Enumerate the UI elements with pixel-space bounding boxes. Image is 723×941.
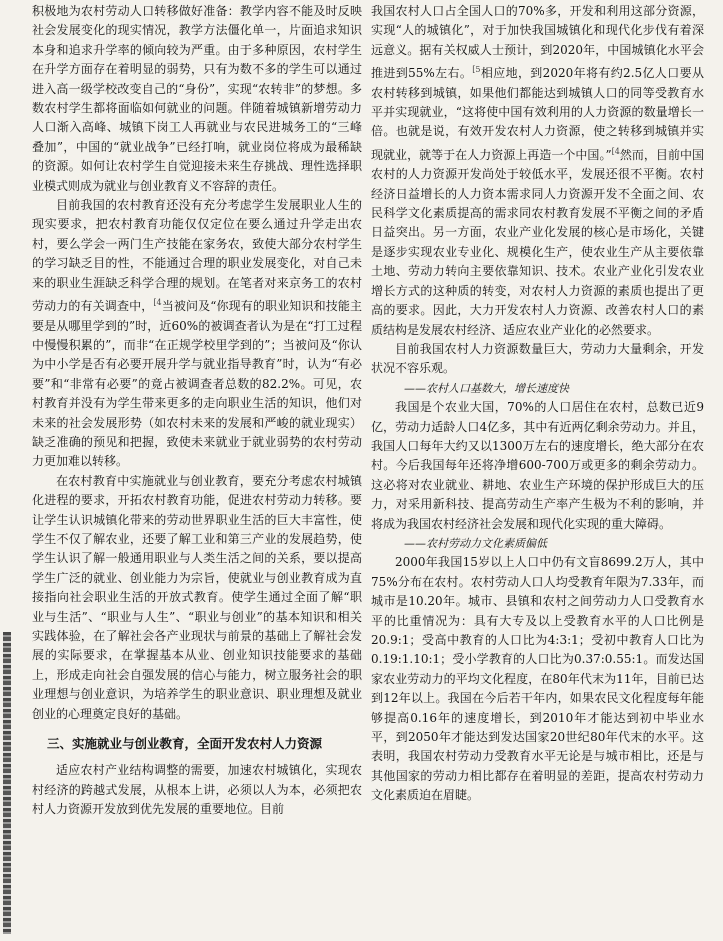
citation-ref: [4 [153, 298, 162, 308]
paragraph-text: 目前我国的农村教育还没有充分考虑学生发展职业人生的现实要求，把农村教育功能仅仅定位在要么通过升学走出农村，要么学会一两门生产技能在家务农，致使大部分农村学生的学习缺乏目的性，不能通过合理的职业发展变化，对自己未来的职业生涯缺乏科学合理的规划。在笔者对来京务工的农村劳动力的有关调查中， [32, 198, 362, 314]
citation-ref: [4 [611, 146, 620, 156]
paragraph-text: 当被问及“你现有的职业知识和技能主要是从哪里学到的”时，近60%的被调查者认为是在“打工过程中慢慢积累的”，而非“在正规学校里学到的”；当被问及“你认为中小学是否有必要开展升学与就业指导教育”时，认为“有必要”和“非常有必要”的竟占被调查者总数的82.2%。可见，农村教育并没有为学生带来更多的走向职业生活的知识，他们对未来的社会发展形势（如农村未来的发展和严峻的就业现实）缺乏准确的预见和把握，致使未来就业于就业弱势的农村劳动力更加难以转移。 [32, 299, 362, 469]
binding-margin-strip [3, 632, 11, 934]
paragraph-text: 然而，目前中国农村的人力资源开发尚处于较低水平，发展还很不平衡。农村经济日益增长的人力资本需求同人力资源开发不全面之间、农民科学文化素质提高的需求同农村教育发展不平衡之间的矛盾日益突出。另一方面，农业产业化发展的核心是市场化，关键是逐步实现农业专业化、规模化生产，使农业生产从主要依靠土地、劳动力转向主要依靠知识、技术。农业产业化引发农业增长方式的这种质的转变，对农村人力资源的素质也提出了更高的要求。因此，大力开发农村人力资源、改善农村人口的素质结构是发展农村经济、适应农业产业化的必然要求。 [371, 147, 704, 337]
paragraph: 积极地为农村劳动人口转移做好准备：教学内容不能及时反映社会发展变化的现实情况，教学方法僵化单一，片面追求知识本身和追求升学率的倾向较为严重。由于多种原因，农村学生在升学方面存在着明显的弱势，只有为数不多的学生可以通过进入高一级学校改变自己的“身份”，实现“农转非”的梦想。多数农村学生都将面临如何就业的问题。伴随着城镇新增劳动力人口渐入高峰、城镇下岗工人再就业与农民进城务工的“三峰叠加”，中国的“就业战争”已经打响，就业岗位将成为最稀缺的资源。如何让农村学生自觉迎接未来生存挑战、理性选择职业模式则成为就业与创业教育义不容辞的责任。 [32, 4, 362, 193]
right-column [371, 2, 704, 806]
section-heading: 三、实施就业与创业教育，全面开发农村人力资源 [47, 736, 323, 752]
paragraph: 在农村教育中实施就业与创业教育，要充分考虑农村城镇化进程的要求，开拓农村教育功能，促进农村劳动力转移。要让学生认识城镇化带来的劳动世界职业生活的巨大丰富性，使学生不仅了解农业，还要了解工业和第三产业的发展趋势，使学生认识了解一般通用职业与人类生活之间的关系，要以提高学生广泛的就业、创业能力为宗旨，使就业与创业教育成为直接指向社会职业生活的开放式教育。使学生通过全面了解“职业与生活”、“职业与人生”、“职业与创业”的基本知识和相关实践体验，在了解社会各产业现状与前景的基础上了解社会发展的实际要求，在掌握基本从业、创业知识技能要求的基础上，形成走向社会自强发展的信心与能力，树立服务社会的职业理想与创业意识，为培养学生的职业意识、职业理想及就业创业的心理奠定良好的基础。 [32, 473, 362, 721]
paragraph-text: 我国农村人口占全国人口的70%多，开发和利用这部分资源，实现“人的城镇化”，对于加快我国城镇化和现代化步伐有着深远意义。据有关权威人士预计，到2020年，中国城镇化水平会推进到55%左右。 [371, 4, 704, 81]
paragraph: 我国是个农业大国，70%的人口居住在农村，总数已近9亿，劳动力适龄人口4亿多，其中有近两亿剩余劳动力。并且，我国人口每年大约又以1300万左右的速度增长，绝大部分在农村。今后我国每年还将净增600-700万或更多的剩余劳动力。这必将对农业就业、耕地、农业生产环境的保护形成巨大的压力，对采用新科技、提高劳动生产率产生极为不利的影响，并将成为我国农村经济社会发展和现代化实现的重大障碍。 [371, 400, 704, 531]
paragraph: 适应农村产业结构调整的需要，加速农村城镇化，实现农村经济的跨越式发展，从根本上讲，必须以人为本，必须把农村人力资源开发放到优先发展的重要地位。目前 [32, 763, 362, 817]
paragraph [371, 2, 704, 340]
paragraph: 目前我国农村人力资源数量巨大，劳动力大量剩余，开发状况不容乐观。 [371, 341, 704, 376]
subheading: ——农村人口基数大，增长速度快 [404, 381, 569, 395]
left-column [32, 2, 362, 820]
subheading: ——农村劳动力文化素质偏低 [404, 536, 547, 550]
citation-ref: [5 [472, 65, 481, 75]
paragraph [32, 196, 362, 472]
paragraph: 2000年我国15岁以上人口中仍有文盲8699.2万人，其中75%分布在农村。农村劳动人口人均受教育年限为7.33年，而城市是10.20年。城市、县镇和农村之间劳动力人口受教育水平的比重情况为：具有大专及以上受教育水平的人口比例是20.9:1；受高中教育的人口比为4:3:1；受初中教育人口比为0.19:1.10:1；受小学教育的人口比为0.37:0.55:1。而发达国家农业劳动力的平均文化程度，在80年代末为11年，目前已达到12年以上。我国在今后若干年内，如果农民文化程度每年能够提高0.16年的速度增长，到2010年才能达到初中毕业水平，到2050年才能达到发达国家20世纪80年代末的水平。这表明，我国农村劳动力受教育水平无论是与城市相比，还是与其他国家的劳动力相比都存在着明显的差距，提高农村劳动力文化素质迫在眉睫。 [371, 555, 704, 803]
paragraph-text: 相应地，到2020年将有约2.5亿人口要从农村转移到城镇，如果他们都能达到城镇人口的同等受教育水平并实现就业，“这将使中国有效利用的人力资源的数量增长一倍。也就是说，有效开发农村人力资源，使之转移到城镇并实现就业，就等于在人力资源上再造一个中国。” [371, 66, 704, 162]
